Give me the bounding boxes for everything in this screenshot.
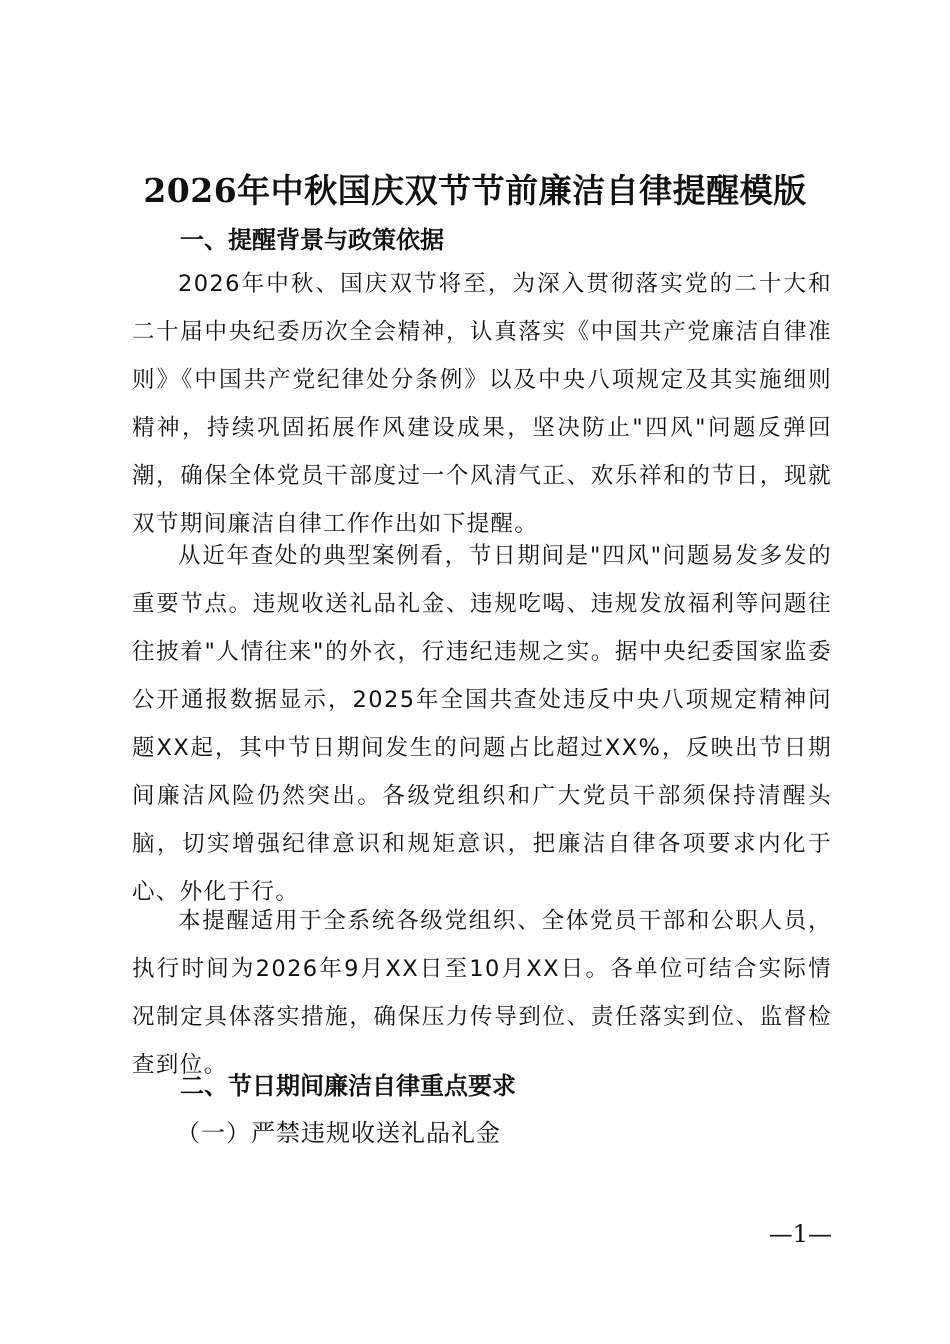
paragraph-background-2: 从近年查处的典型案例看，节日期间是"四风"问题易发多发的重要节点。违规收送礼品礼金、违规吃喝、违规发放福利等问题往往披着"人情往来"的外衣，行违纪违规之实。据中央纪委国家监委公开通报数据显示，2025年全国共查处违反中央八项规定精神问题XX起，其中节日期间发生的问题占比超过XX%，反映出节日期间廉洁风险仍然突出。各级党组织和广大党员干部须保持清醒头脑，切实增强纪律意识和规矩意识，把廉洁自律各项要求内化于心、外化于行。 xyxy=(132,543,832,905)
section-heading-requirements: 二、节日期间廉洁自律重点要求 xyxy=(180,1072,516,1100)
page-number: —1— xyxy=(768,1220,832,1248)
paragraph-background-1: 2026年中秋、国庆双节将至，为深入贯彻落实党的二十大和二十届中央纪委历次全会精神，认真落实《中国共产党廉洁自律准则》《中国共产党纪律处分条例》以及中央八项规定及其实施细则精神，持续巩固拓展作风建设成果，坚决防止"四风"问题反弹回潮，确保全体党员干部度过一个风清气正、欢乐祥和的节日，现就双节期间廉洁自律工作作出如下提醒。 xyxy=(132,271,832,537)
document-title: 2026年中秋国庆双节节前廉洁自律提醒模版 xyxy=(143,171,807,210)
section-heading-background: 一、提醒背景与政策依据 xyxy=(180,226,444,254)
paragraph-scope: 本提醒适用于全系统各级党组织、全体党员干部和公职人员，执行时间为2026年9月XX日至10月XX日。各单位可结合实际情况制定具体落实措施，确保压力传导到位、责任落实到位、监督检查到位。 xyxy=(132,908,832,1078)
subsection-heading-gifts: （一）严禁违规收送礼品礼金 xyxy=(176,1119,501,1147)
